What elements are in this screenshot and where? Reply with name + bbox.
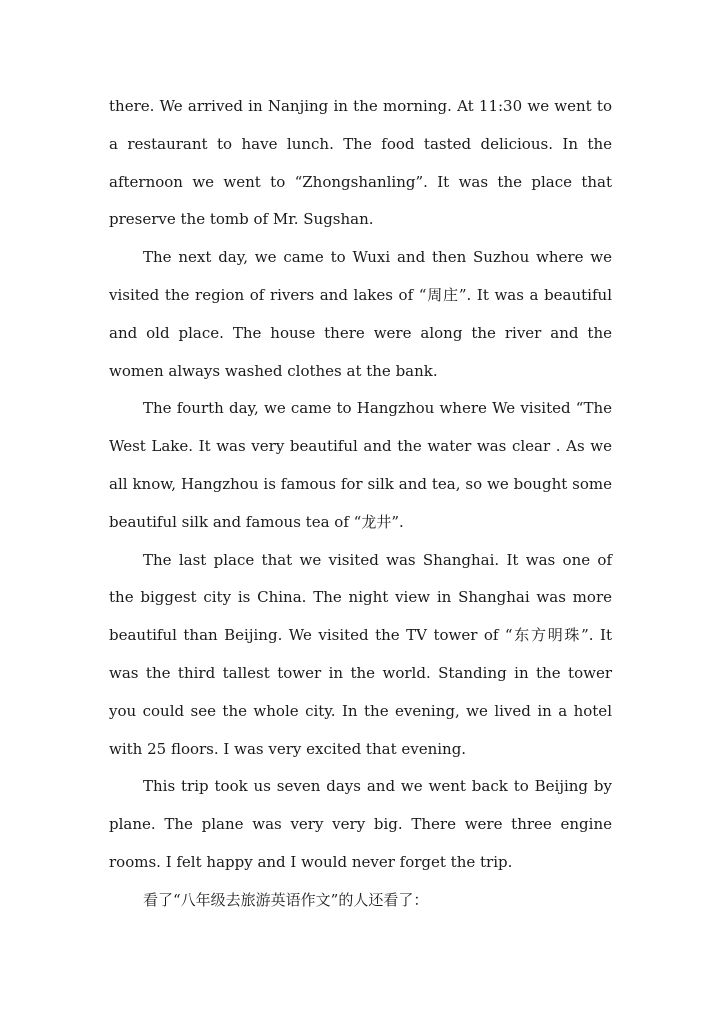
paragraph-wuxi-suzhou: The next day, we came to Wuxi and then Suzhou where we visited the region of rivers and lakes of “周庄”. It was a beautiful and old place. The house there were along the river and the women always washed clothes at the bank. [109, 248, 612, 380]
paragraph-shanghai: The last place that we visited was Shanghai. It was one of the biggest city is China. The night view in Shanghai was more beautiful than Beijing. We visited the TV tower of “东方明珠”. It was the third tallest tower in the world. Standing in the tower you could see the whole city. In the evening, we lived in a hotel with 25 floors. I was very excited that evening. [109, 550, 612, 758]
paragraph-continuation: there. We arrived in Nanjing in the morning. At 11:30 we went to a restaurant to have lunch. The food tasted delicious. In the afternoon we went to “Zhongshanling”. It was the place that preserve the tomb of Mr. Sugshan. [109, 97, 612, 229]
paragraph-hangzhou: The fourth day, we came to Hangzhou where We visited “The West Lake. It was very beautiful and the water was clear . As we all know, Hangzhou is famous for silk and tea, so we bought some beautiful silk and famous tea of “龙井”. [109, 399, 612, 531]
related-articles-label: 看了“八年级去旅游英语作文”的人还看了： [143, 890, 429, 909]
article-body [109, 88, 612, 920]
paragraph-return-trip: This trip took us seven days and we went back to Beijing by plane. The plane was very very big. There were three engine rooms. I felt happy and I would never forget the trip. [109, 777, 612, 871]
